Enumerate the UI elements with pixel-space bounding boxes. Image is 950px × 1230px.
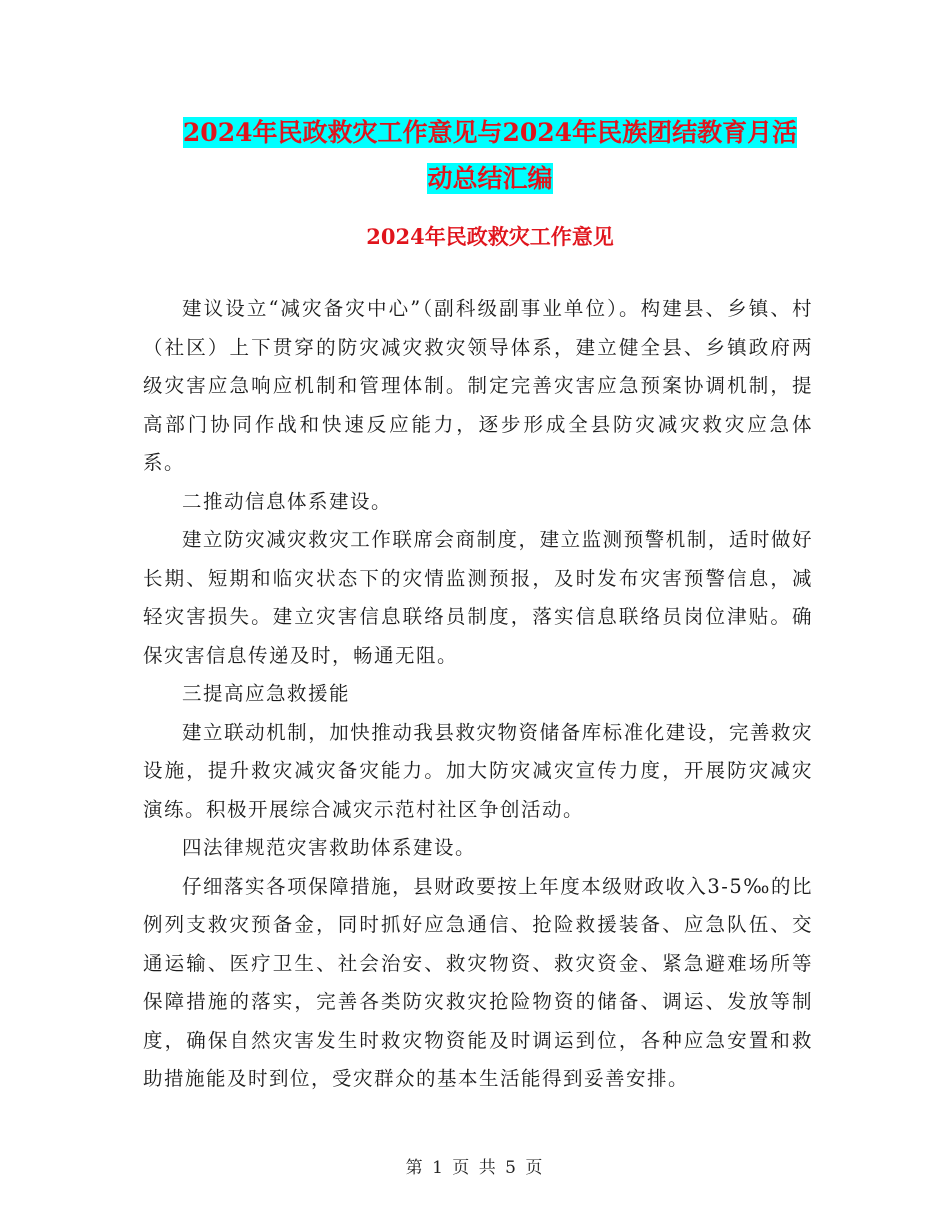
paragraph-heading: 二推动信息体系建设。 xyxy=(182,489,393,513)
paragraph-heading: 三提高应急救援能 xyxy=(182,682,351,705)
document-title-line-2: 动总结汇编 xyxy=(427,164,553,193)
paragraph-heading: 四法律规范灾害救助体系建设。 xyxy=(182,836,477,859)
document-title xyxy=(140,110,840,202)
document-title-line-1: 2024年民政救灾工作意见与2024年民族团结教育月活 xyxy=(182,118,798,147)
paragraph: 建立防灾减灾救灾工作联席会商制度，建立监测预警机制，适时做好长期、短期和临灾状态下的灾情监测预报，及时发布灾害预警信息，减轻灾害损失。建立灾害信息联络员制度，落实信息联络员岗位津贴。确保灾害信息传递及时，畅通无阻。 xyxy=(143,528,813,667)
paragraph: 建议设立“减灾备灾中心”（副科级副事业单位）。构建县、乡镇、村（社区）上下贯穿的防灾减灾救灾领导体系，建立健全县、乡镇政府两级灾害应急响应机制和管理体制。制定完善灾害应急预案协调机制，提高部门协同作战和快速反应能力，逐步形成全县防灾减灾救灾应急体系。 xyxy=(143,297,813,474)
page-number-footer: 第 1 页 共 5 页 xyxy=(405,1158,545,1178)
section-title: 2024年民政救灾工作意见 xyxy=(366,224,614,249)
paragraph: 建立联动机制，加快推动我县救灾物资储备库标准化建设，完善救灾设施，提升救灾减灾备灾能力。加大防灾减灾宣传力度，开展防灾减灾演练。积极开展综合减灾示范村社区争创活动。 xyxy=(143,720,813,821)
document-body xyxy=(143,290,813,1099)
paragraph: 仔细落实各项保障措施，县财政要按上年度本级财政收入3-5‰的比例列支救灾预备金，同时抓好应急通信、抢险救援装备、应急队伍、交通运输、医疗卫生、社会治安、救灾物资、救灾资金、紧急避难场所等保障措施的落实，完善各类防灾救灾抢险物资的储备、调运、发放等制度，确保自然灾害发生时救灾物资能及时调运到位，各种应急安置和救助措施能及时到位，受灾群众的基本生活能得到妥善安排。 xyxy=(143,874,813,1090)
